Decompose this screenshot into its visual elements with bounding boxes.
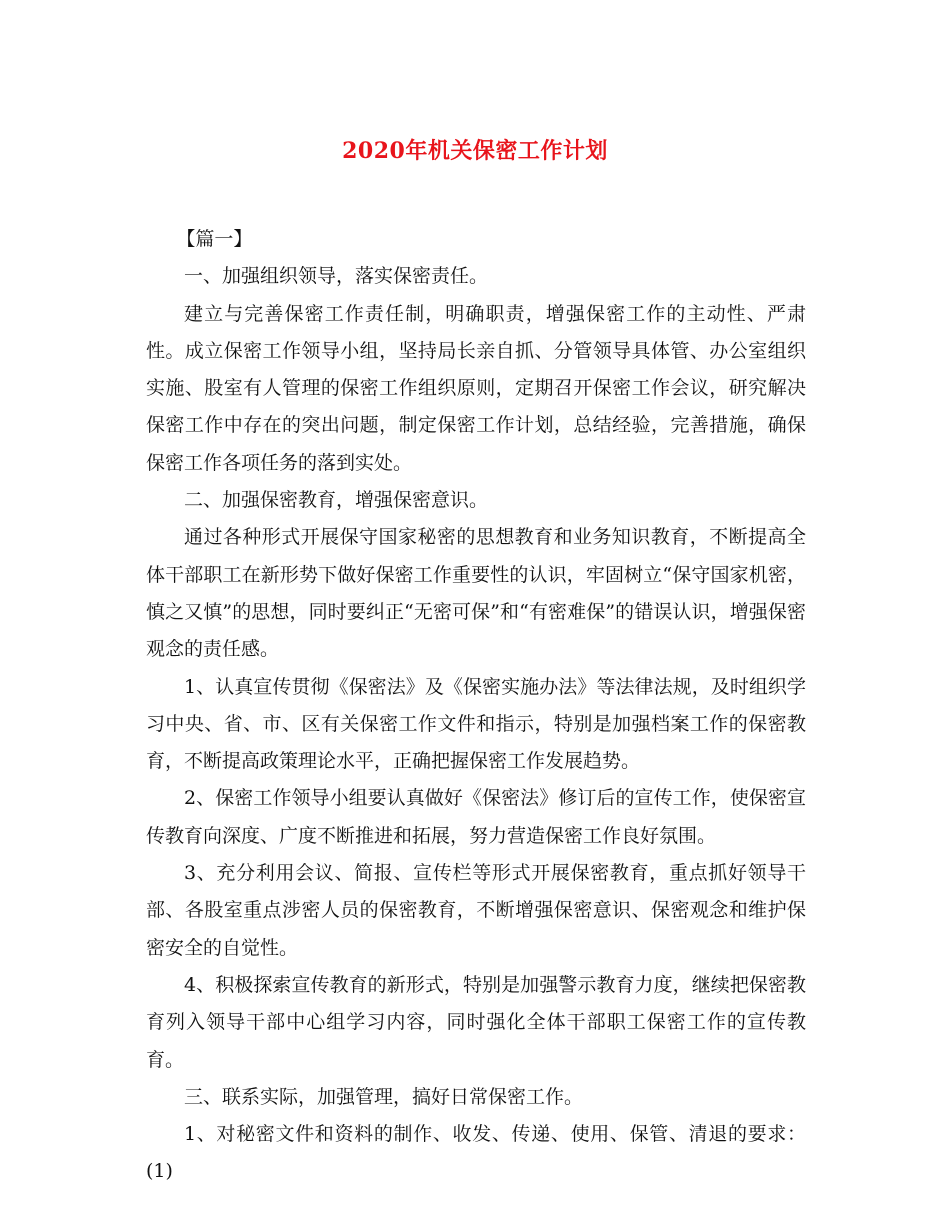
list-item-3: 3、充分利用会议、简报、宣传栏等形式开展保密教育，重点抓好领导干部、各股室重点涉密人员的保密教育，不断增强保密意识、保密观念和维护保密安全的自觉性。 — [146, 862, 806, 959]
paragraph: 通过各种形式开展保守国家秘密的思想教育和业务知识教育，不断提高全体干部职工在新形势下做好保密工作重要性的认识，牢固树立“保守国家机密，慎之又慎”的思想，同时要纠正“无密可保”和“有密难保”的错误认识，增强保密观念的责任感。 — [146, 526, 806, 661]
list-item-2: 2、保密工作领导小组要认真做好《保密法》修订后的宣传工作，使保密宣传教育向深度、广度不断推进和拓展，努力营造保密工作良好氛围。 — [146, 787, 806, 847]
paragraph: 建立与完善保密工作责任制，明确职责，增强保密工作的主动性、严肃性。成立保密工作领导小组，坚持局长亲自抓、分管领导具体管、办公室组织实施、股室有人管理的保密工作组织原则，定期召开保密工作会议，研究解决保密工作中存在的突出问题，制定保密工作计划，总结经验，完善措施，确保保密工作各项任务的落到实处。 — [146, 302, 806, 474]
section-heading-3: 三、联系实际，加强管理，搞好日常保密工作。 — [184, 1085, 584, 1108]
list-item-4: 4、积极探索宣传教育的新形式，特别是加强警示教育力度，继续把保密教育列入领导干部中心组学习内容，同时强化全体干部职工保密工作的宣传教育。 — [146, 973, 806, 1071]
list-item-1: 1、对秘密文件和资料的制作、收发、传递、使用、保管、清退的要求：(1) — [146, 1123, 806, 1183]
section-heading-1: 一、加强组织领导，落实保密责任。 — [184, 265, 489, 288]
document-title: 2020年机关保密工作计划 — [342, 138, 608, 164]
document-body — [146, 221, 806, 1191]
section-label: 【篇一】 — [176, 228, 253, 250]
section-heading-2: 二、加强保密教育，增强保密意识。 — [184, 489, 489, 512]
list-item-1: 1、认真宣传贯彻《保密法》及《保密实施办法》等法律法规，及时组织学习中央、省、市、区有关保密工作文件和指示，特别是加强档案工作的保密教育，不断提高政策理论水平，正确把握保密工作发展趋势。 — [146, 675, 806, 773]
